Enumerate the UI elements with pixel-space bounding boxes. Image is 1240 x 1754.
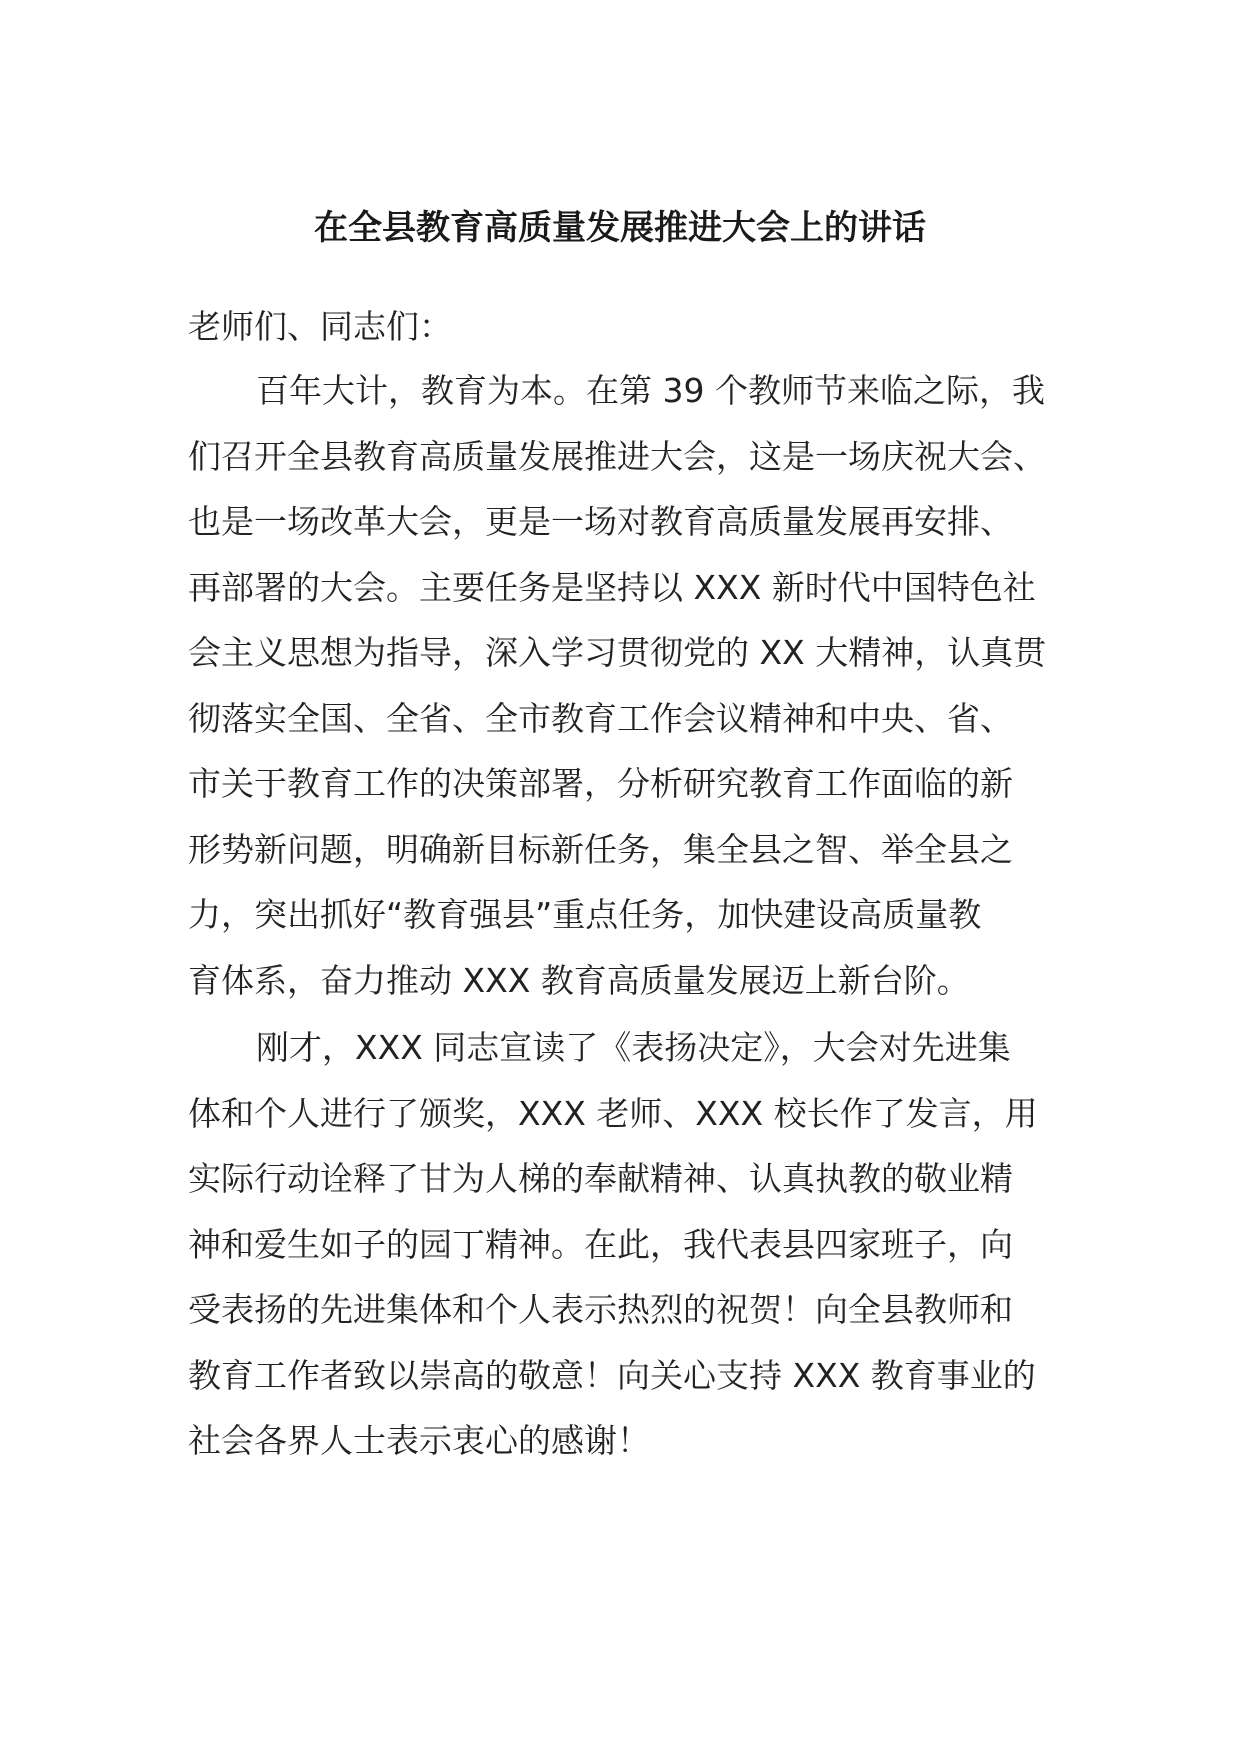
paragraph-line: 教育工作者致以崇高的敬意！向关心支持 XXX 教育事业的: [188, 1355, 1036, 1395]
paragraph-line: 们召开全县教育高质量发展推进大会，这是一场庆祝大会、: [188, 436, 1046, 476]
paragraph-line: 体和个人进行了颁奖，XXX 老师、XXX 校长作了发言，用: [188, 1093, 1038, 1133]
paragraph-line: 形势新问题，明确新目标新任务，集全县之智、举全县之: [188, 829, 1013, 869]
paragraph-line: 受表扬的先进集体和个人表示热烈的祝贺！向全县教师和: [188, 1290, 1013, 1329]
paragraph-2: [188, 1015, 1038, 1474]
paragraph-line: 社会各界人士表示衷心的感谢！: [188, 1421, 650, 1460]
paragraph-line: 再部署的大会。主要任务是坚持以 XXX 新时代中国特色社: [188, 567, 1036, 607]
paragraph-line: 刚才，XXX 同志宣读了《表扬决定》，大会对先进集: [256, 1028, 1011, 1067]
paragraph-line: 会主义思想为指导，深入学习贯彻党的 XX 大精神，认真贯: [188, 633, 1047, 672]
salutation: 老师们、同志们：: [188, 307, 452, 346]
paragraph-line: 神和爱生如子的园丁精神。在此，我代表县四家班子，向: [188, 1224, 1013, 1264]
paragraph-line: 百年大计，教育为本。在第 39 个教师节来临之际，我: [256, 371, 1045, 410]
paragraph-line: 力，突出抓好“教育强县”重点任务，加快建设高质量教: [188, 895, 982, 934]
paragraph-line: 实际行动诠释了甘为人梯的奉献精神、认真执教的敬业精: [188, 1159, 1013, 1198]
paragraph-line: 也是一场改革大会，更是一场对教育高质量发展再安排、: [188, 502, 1013, 541]
paragraph-line: 彻落实全国、全省、全市教育工作会议精神和中央、省、: [188, 698, 1013, 738]
paragraph-line: 市关于教育工作的决策部署，分析研究教育工作面临的新: [188, 764, 1013, 803]
paragraph-line: 育体系，奋力推动 XXX 教育高质量发展迈上新台阶。: [188, 960, 970, 1000]
paragraph-1: [188, 358, 1046, 1013]
document-title: 在全县教育高质量发展推进大会上的讲话: [314, 208, 926, 248]
